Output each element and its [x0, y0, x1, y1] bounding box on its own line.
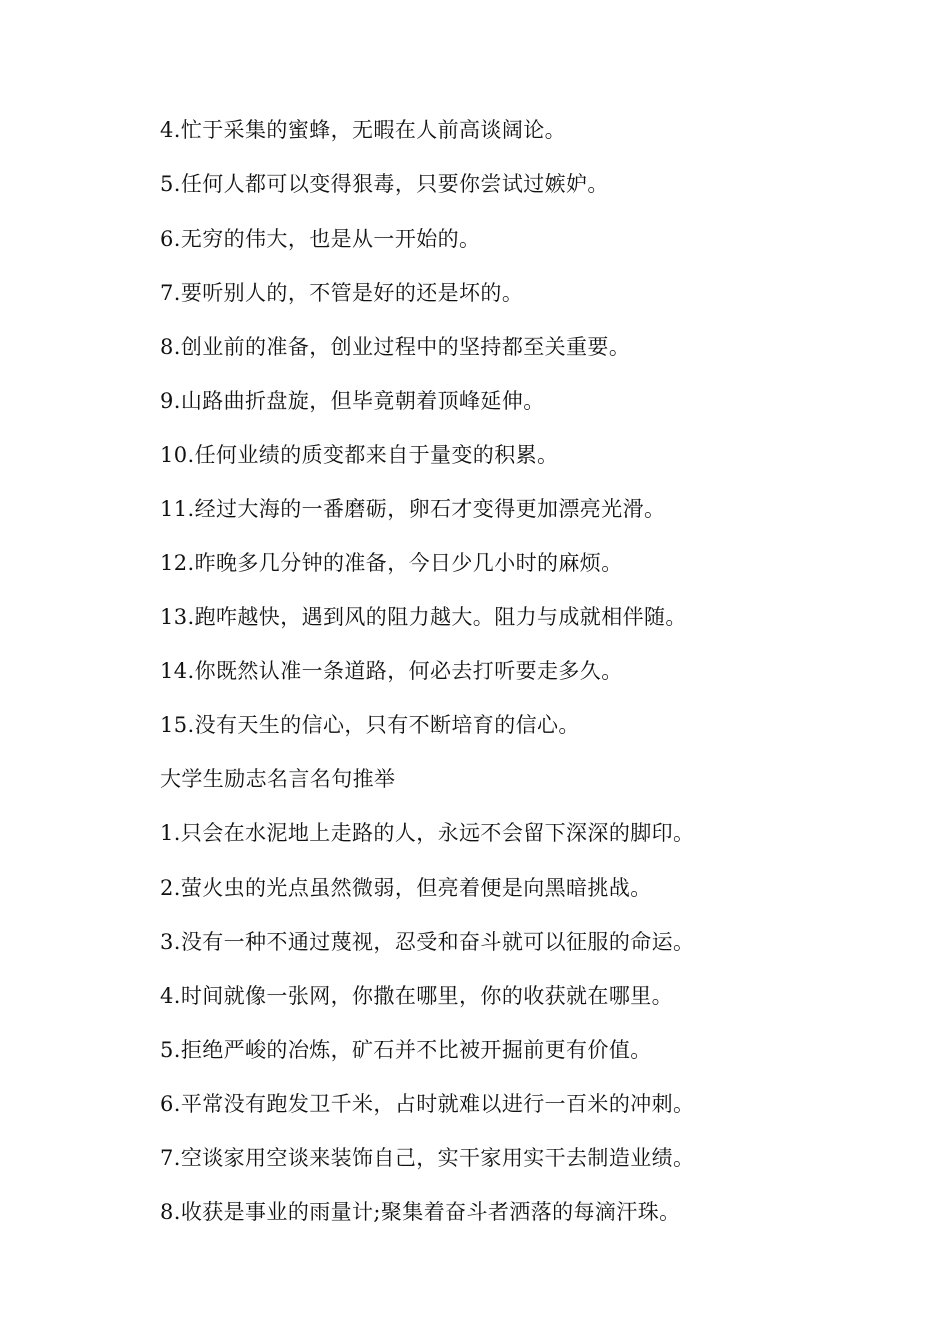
quote-line: 12.昨晚多几分钟的准备，今日少几小时的麻烦。: [160, 551, 623, 575]
quote-line: 1.只会在水泥地上走路的人，永远不会留下深深的脚印。: [160, 821, 695, 845]
quote-line: 3.没有一种不通过蔑视，忍受和奋斗就可以征服的命运。: [160, 930, 695, 954]
quote-line: 14.你既然认准一条道路，何必去打听要走多久。: [160, 659, 623, 683]
quote-line: 4.时间就像一张网，你撒在哪里，你的收获就在哪里。: [160, 984, 674, 1008]
quote-line: 4.忙于采集的蜜蜂，无暇在人前高谈阔论。: [160, 118, 567, 142]
quote-line: 5.拒绝严峻的冶炼，矿石并不比被开掘前更有价值。: [160, 1038, 652, 1062]
quote-line: 5.任何人都可以变得狠毒，只要你尝试过嫉妒。: [160, 172, 609, 196]
quote-line: 8.收获是事业的雨量计;聚集着奋斗者洒落的每滴汗珠。: [160, 1200, 681, 1224]
section-heading: 大学生励志名言名句推举: [160, 767, 396, 791]
quote-line: 6.无穷的伟大，也是从一开始的。: [160, 227, 481, 251]
quote-line: 6.平常没有跑发卫千米，占时就难以进行一百米的冲刺。: [160, 1092, 695, 1116]
quote-line: 2.萤火虫的光点虽然微弱，但亮着便是向黑暗挑战。: [160, 876, 652, 900]
quote-line: 10.任何业绩的质变都来自于量变的积累。: [160, 443, 559, 467]
quote-line: 9.山路曲折盘旋，但毕竟朝着顶峰延伸。: [160, 389, 545, 413]
quote-line: 11.经过大海的一番磨砺，卵石才变得更加漂亮光滑。: [160, 497, 666, 521]
quote-line: 15.没有天生的信心，只有不断培育的信心。: [160, 713, 580, 737]
quote-line: 13.跑咋越快，遇到风的阻力越大。阻力与成就相伴随。: [160, 605, 687, 629]
quote-line: 8.创业前的准备，创业过程中的坚持都至关重要。: [160, 335, 631, 359]
quote-line: 7.空谈家用空谈来装饰自己，实干家用实干去制造业绩。: [160, 1146, 695, 1170]
quote-line: 7.要听别人的，不管是好的还是坏的。: [160, 281, 524, 305]
